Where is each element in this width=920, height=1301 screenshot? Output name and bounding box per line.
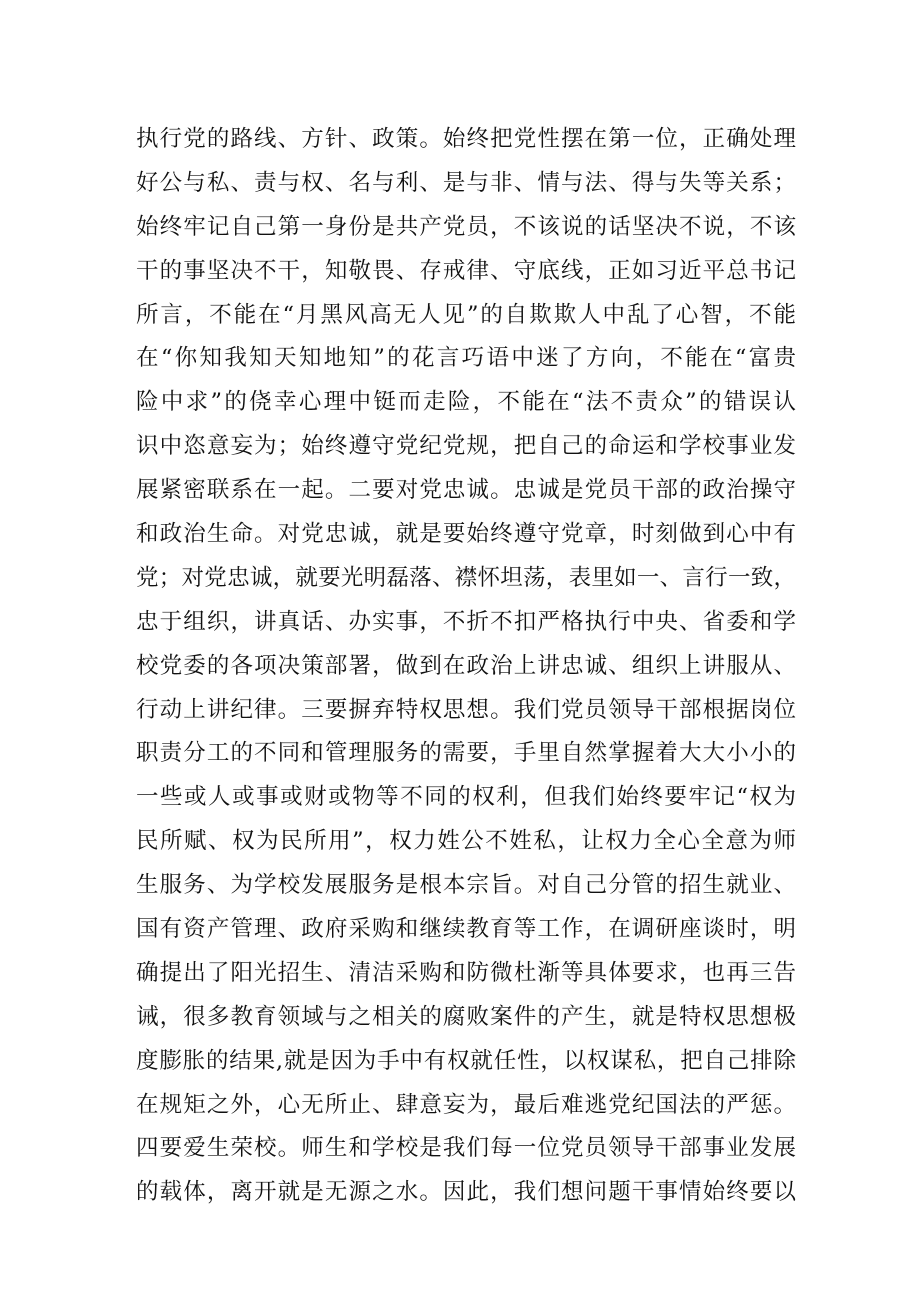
text-line: 和政治生命。对党忠诚，就是要始终遵守党章，时刻做到心中有 <box>136 521 796 548</box>
text-line: 好公与私、责与权、名与利、是与非、情与法、得与失等关系； <box>136 169 796 196</box>
text-line: 确提出了阳光招生、清洁采购和防微杜渐等具体要求，也再三告 <box>136 959 796 986</box>
text-line: 国有资产管理、政府采购和继续教育等工作，在调研座谈时，明 <box>136 916 796 943</box>
text-line: 在“你知我知天知地知”的花言巧语中迷了方向，不能在“富贵 <box>136 345 796 372</box>
text-line: 度膨胀的结果,就是因为手中有权就任性，以权谋私，把自己排除 <box>136 1047 796 1074</box>
text-line: 诫，很多教育领域与之相关的腐败案件的产生，就是特权思想极 <box>136 1003 796 1030</box>
text-line: 行动上讲纪律。三要摒弃特权思想。我们党员领导干部根据岗位 <box>136 696 796 723</box>
text-line: 在规矩之外，心无所止、肆意妄为，最后难逃党纪国法的严惩。 <box>136 1091 796 1118</box>
text-line: 执行党的路线、方针、政策。始终把党性摆在第一位，正确处理 <box>136 126 796 152</box>
text-line: 职责分工的不同和管理服务的需要，手里自然掌握着大大小小的 <box>136 740 796 767</box>
text-line: 忠于组织，讲真话、办实事，不折不扣严格执行中央、省委和学 <box>136 608 796 635</box>
text-line: 校党委的各项决策部署，做到在政治上讲忠诚、组织上讲服从、 <box>136 652 796 679</box>
text-line: 所言，不能在“月黑风高无人见”的自欺欺人中乱了心智，不能 <box>136 301 796 328</box>
text-line: 党；对党忠诚，就要光明磊落、襟怀坦荡，表里如一、言行一致， <box>136 564 796 591</box>
body-paragraph <box>136 118 796 1215</box>
text-line: 民所赋、权为民所用”，权力姓公不姓私，让权力全心全意为师 <box>136 828 796 855</box>
text-line: 的载体，离开就是无源之水。因此，我们想问题干事情始终要以 <box>136 1179 796 1206</box>
text-line: 一些或人或事或财或物等不同的权利，但我们始终要牢记“权为 <box>136 784 796 811</box>
text-line: 四要爱生荣校。师生和学校是我们每一位党员领导干部事业发展 <box>136 1135 796 1162</box>
text-line: 展紧密联系在一起。二要对党忠诚。忠诚是党员干部的政治操守 <box>136 477 796 504</box>
text-line: 识中恣意妄为；始终遵守党纪党规，把自己的命运和学校事业发 <box>136 433 796 460</box>
text-line: 生服务、为学校发展服务是根本宗旨。对自己分管的招生就业、 <box>136 872 796 899</box>
text-line: 始终牢记自己第一身份是共产党员，不该说的话坚决不说，不该 <box>136 213 796 240</box>
text-line: 干的事坚决不干，知敬畏、存戒律、守底线，正如习近平总书记 <box>136 257 796 284</box>
text-line: 险中求”的侥幸心理中铤而走险，不能在“法不责众”的错误认 <box>136 389 796 416</box>
